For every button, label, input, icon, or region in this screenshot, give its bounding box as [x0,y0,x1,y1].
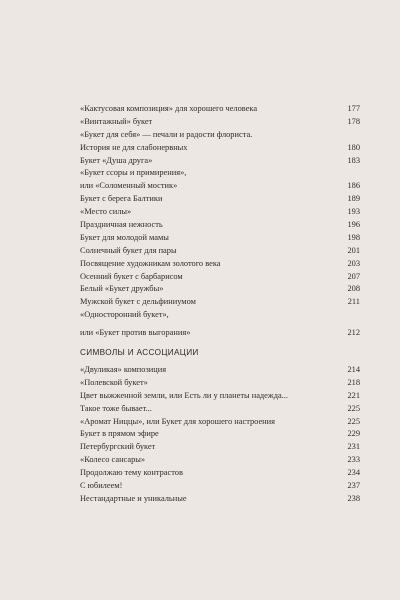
toc-entry-title: Мужской букет с дельфиниумом [80,297,196,307]
toc-entry [80,232,360,245]
toc-entry-title: «Кактусовая композиция» для хорошего человека [80,104,258,113]
toc-entry-page: 229 [347,429,360,439]
toc-entry-page: 231 [347,442,360,452]
toc-entry [80,493,360,506]
toc-entry-page: 221 [347,390,360,400]
toc-entry-title: Букет с берега Балтики [80,194,163,204]
toc-entry-title: «Винтажный» букет [80,116,153,126]
toc-entry-title: С юбилеем! [80,481,123,491]
toc-entry-page: 177 [347,104,360,113]
toc-entry-title: «Двуликая» композиция [80,365,167,375]
toc-entry-title: Осенний букет с барбарисом [80,271,183,281]
toc-group-bouquets [80,103,360,322]
toc-entry-title: Букет «Душа друга» [80,155,153,165]
toc-entry-title: Такое тоже бывает... [80,403,152,413]
toc-entry [80,206,360,219]
toc-entry-page: 203 [347,258,360,268]
toc-entry-title: «Колесо сансары» [80,455,146,465]
toc-entry-title: Солнечный букет для пары [80,245,177,255]
toc-entry-title: Праздничная нежность [80,220,163,230]
toc-entry-title: Продолжаю тему контрастов [80,468,183,478]
toc-entry [80,390,360,403]
table-of-contents [80,103,360,506]
toc-entry-title: История не для слабонервных [80,142,188,152]
toc-entry [80,403,360,416]
toc-entry [80,428,360,441]
toc-entry-title: или «Соломенный мостик» [80,181,178,191]
toc-entry [80,327,360,340]
toc-entry-page: 238 [347,493,360,503]
toc-entry-title: или «Букет против выгорания» [80,328,191,338]
toc-entry [80,142,360,155]
toc-entry-title: «Полевской букет» [80,377,148,387]
toc-entry [80,167,360,180]
toc-entry-page: 196 [347,220,360,230]
toc-entry-title: Цвет выжженной земли, или Есть ли у планеты надежда... [80,390,288,400]
toc-entry-page: 234 [347,468,360,478]
toc-entry-page: 211 [347,297,360,307]
toc-entry-title: Букет для молодой мамы [80,232,169,242]
toc-entry-title: «Букет ссоры и примирения», [80,168,187,178]
toc-entry-page: 183 [347,155,360,165]
toc-entry [80,441,360,454]
toc-entry [80,454,360,467]
toc-entry [80,296,360,309]
toc-entry-title: «Аромат Ниццы», или Букет для хорошего настроения [80,416,275,426]
toc-entry-page: 178 [347,116,360,126]
toc-entry-page: 214 [347,365,360,375]
toc-entry-page: 212 [347,328,360,338]
toc-entry-title: Белый «Букет дружбы» [80,284,164,294]
toc-entry [80,180,360,193]
toc-entry [80,103,360,116]
toc-entry [80,309,360,322]
toc-entry [80,219,360,232]
toc-entry-title: Посвящение художникам золотого века [80,258,221,268]
toc-entry-page: 189 [347,194,360,204]
toc-entry-page: 225 [347,403,360,413]
toc-entry-title: Петербургский букет [80,442,156,452]
toc-entry-title: Нестандартные и уникальные [80,493,187,503]
toc-entry [80,416,360,429]
toc-entry [80,155,360,168]
toc-entry [80,245,360,258]
toc-entry-title: «Односторонний букет», [80,310,169,320]
toc-entry-page: 193 [347,207,360,217]
toc-entry [80,271,360,284]
toc-entry-page: 218 [347,377,360,387]
toc-entry [80,258,360,271]
toc-entry-page: 225 [347,416,360,426]
toc-entry [80,193,360,206]
toc-entry [80,377,360,390]
toc-entry-page: 180 [347,142,360,152]
toc-group-symbols [80,364,360,506]
toc-entry-page: 186 [347,181,360,191]
toc-entry [80,364,360,377]
toc-entry [80,283,360,296]
toc-entry-page: 208 [347,284,360,294]
toc-entry-page: 207 [347,271,360,281]
toc-entry-title: «Место силы» [80,207,132,217]
toc-entry-title: Букет в прямом эфире [80,429,159,439]
toc-entry-page: 237 [347,481,360,491]
toc-entry [80,129,360,142]
toc-entry [80,116,360,129]
toc-entry-page: 198 [347,232,360,242]
section-heading: СИМВОЛЫ И АССОЦИАЦИИ [80,348,199,358]
toc-entry-title: «Букет для себя» — печали и радости флориста. [80,129,253,139]
toc-entry-page: 201 [347,245,360,255]
toc-entry-page: 233 [347,455,360,465]
toc-entry [80,467,360,480]
toc-entry [80,480,360,493]
